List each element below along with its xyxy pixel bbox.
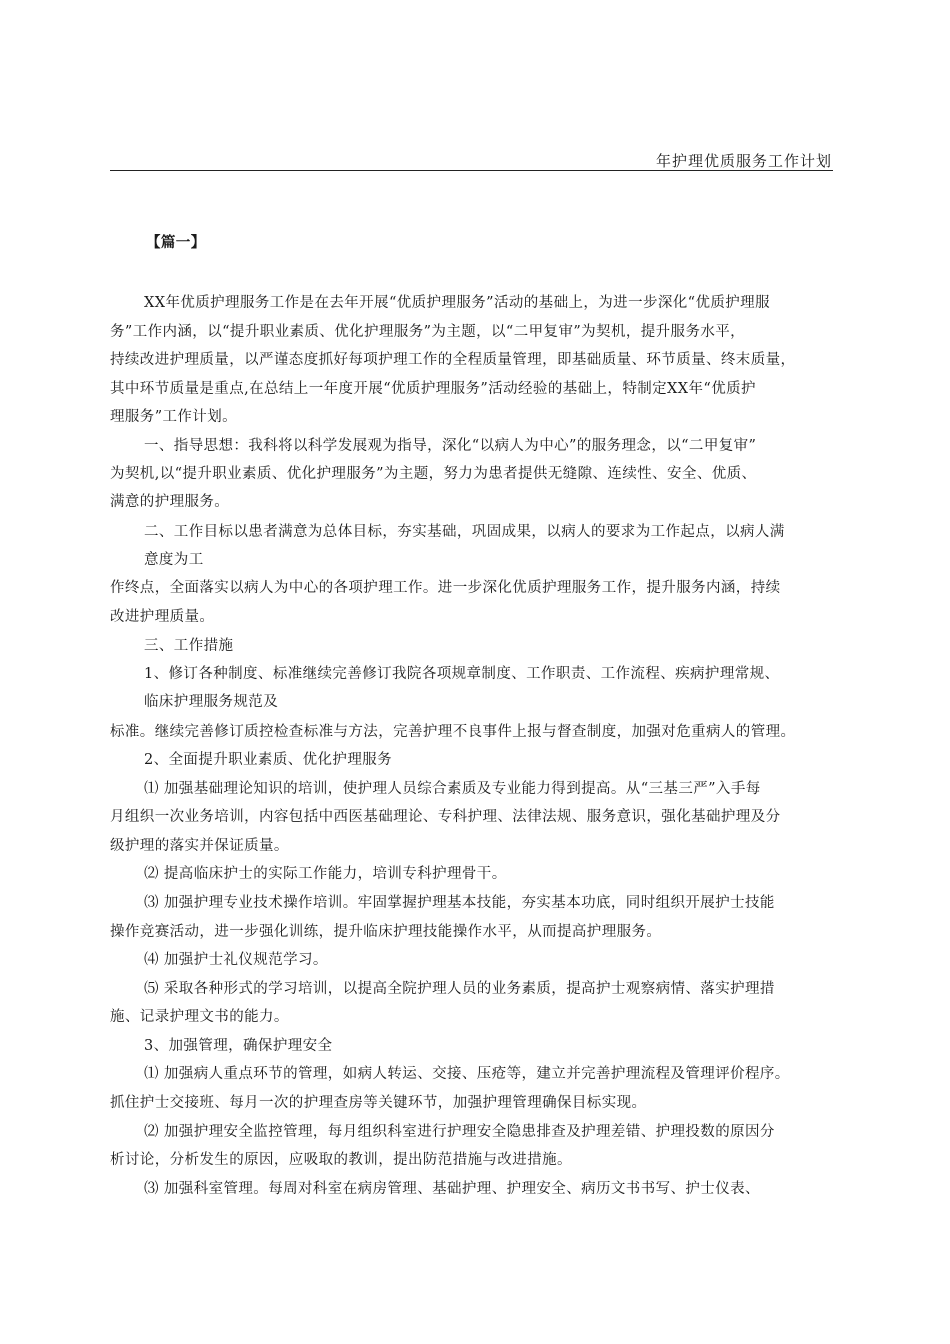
paragraph-line: 作终点，全面落实以病人为中心的各项护理工作。进一步深化优质护理服务工作，提升服务内涵，持续 [110, 580, 781, 596]
paragraph-line: ⑷ 加强护士礼仪规范学习。 [144, 952, 328, 968]
paragraph-line: 二、工作目标以患者满意为总体目标，夯实基础，巩固成果，以病人的要求为工作起点，以病人满 [144, 524, 785, 540]
paragraph-line: 级护理的落实并保证质量。 [110, 838, 289, 854]
paragraph-line: 2、全面提升职业素质、优化护理服务 [144, 752, 393, 768]
paragraph-line: 持续改进护理质量，以严谨态度抓好每项护理工作的全程质量管理，即基础质量、环节质量、终末质量， [110, 352, 796, 368]
paragraph-line: 析讨论，分析发生的原因，应吸取的教训，提出防范措施与改进措施。 [110, 1152, 572, 1168]
paragraph-line: 临床护理服务规范及 [144, 694, 279, 710]
paragraph-line: XX年优质护理服务工作是在去年开展“优质护理服务”活动的基础上，为进一步深化“优质护理服 [144, 295, 770, 311]
paragraph-line: 一、指导思想：我科将以科学发展观为指导，深化“以病人为中心”的服务理念，以“二甲复审” [144, 438, 757, 454]
paragraph-line: 满意的护理服务。 [110, 494, 230, 510]
paragraph-line: 3、加强管理，确保护理安全 [144, 1038, 333, 1054]
paragraph-line: ⑵ 加强护理安全监控管理，每月组织科室进行护理安全隐患排查及护理差错、护理投数的原因分 [144, 1124, 775, 1140]
paragraph-line: 月组织一次业务培训，内容包括中西医基础理论、专科护理、法律法规、服务意识，强化基础护理及分 [110, 809, 781, 825]
paragraph-line: 意度为工 [144, 552, 204, 568]
paragraph-line: 抓住护士交接班、每月一次的护理查房等关键环节，加强护理管理确保目标实现。 [110, 1095, 647, 1111]
paragraph-line: ⑶ 加强科室管理。每周对科室在病房管理、基础护理、护理安全、病历文书书写、护士仪表、 [144, 1181, 760, 1197]
paragraph-line: 务”工作内涵，以“提升职业素质、优化护理服务”为主题，以“二甲复审”为契机，提升服务水平， [110, 324, 746, 340]
paragraph-line: ⑵ 提高临床护士的实际工作能力，培训专科护理骨干。 [144, 866, 507, 882]
paragraph-line: 操作竞赛活动，进一步强化训练，提升临床护理技能操作水平，从而提高护理服务。 [110, 924, 662, 940]
paragraph-line: ⑴ 加强病人重点环节的管理，如病人转运、交接、压疮等，建立并完善护理流程及管理评价程序。 [144, 1066, 790, 1082]
paragraph-line: 其中环节质量是重点,在总结上一年度开展“优质护理服务”活动经验的基础上，特制定XX年“优质护 [110, 381, 756, 397]
header-title: 年护理优质服务工作计划 [655, 152, 832, 170]
header-rule [110, 170, 833, 171]
paragraph-line: 为契机,以“提升职业素质、优化护理服务”为主题，努力为患者提供无缝隙、连续性、安全、优质、 [110, 466, 757, 482]
section-tag: 【篇一】 [146, 234, 206, 251]
paragraph-line: 施、记录护理文书的能力。 [110, 1009, 289, 1025]
paragraph-line: 改进护理质量。 [110, 609, 215, 625]
paragraph-line: ⑶ 加强护理专业技术操作培训。牢固掌握护理基本技能，夯实基本功底，同时组织开展护士技能 [144, 895, 775, 911]
paragraph-line: ⑸ 采取各种形式的学习培训，以提高全院护理人员的业务素质，提高护士观察病情、落实护理措 [144, 981, 775, 997]
paragraph-line: 标准。继续完善修订质控检查标准与方法，完善护理不良事件上报与督查制度，加强对危重病人的管理。 [110, 724, 796, 740]
paragraph-line: ⑴ 加强基础理论知识的培训，使护理人员综合素质及专业能力得到提高。从“三基三严”入手每 [144, 781, 761, 797]
paragraph-line: 三、工作措施 [144, 638, 234, 654]
paragraph-line: 理服务”工作计划。 [110, 409, 238, 425]
paragraph-line: 1、修订各种制度、标准继续完善修订我院各项规章制度、工作职责、工作流程、疾病护理常规、 [144, 666, 780, 682]
